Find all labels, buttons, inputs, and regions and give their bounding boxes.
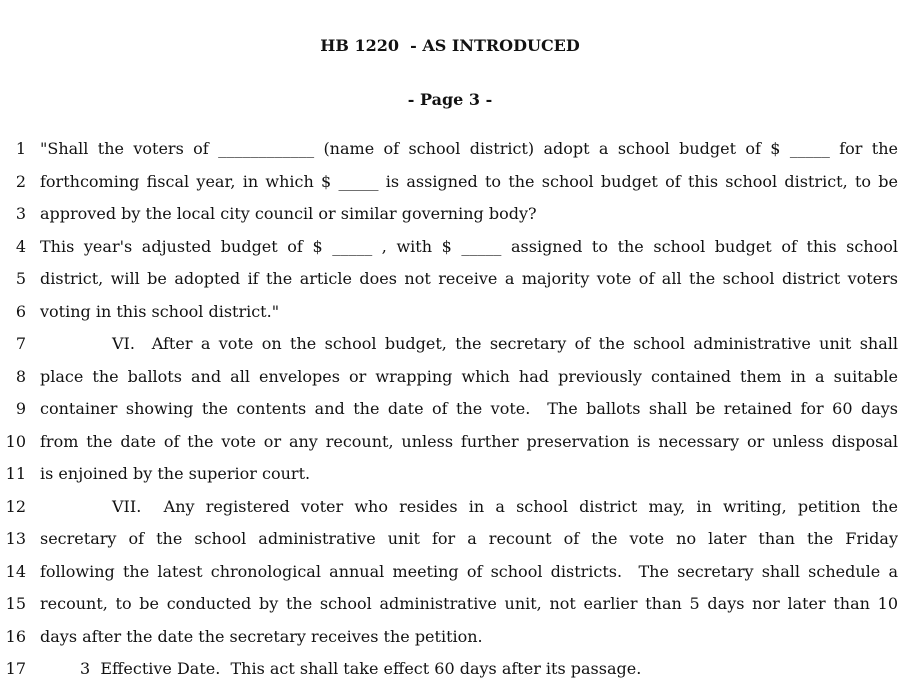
line-row [0,458,900,491]
line-text: forthcoming fiscal year, in which $ _____ is assigned to the school budget of this school district, to be [40,171,898,191]
line-number: 5 [15,269,26,288]
line-text: VI. After a vote on the school budget, the secretary of the school administrative unit shall [112,334,898,353]
line-text: This year's adjusted budget of $ _____ , with $ _____ assigned to the school budget of this school [40,236,898,256]
line-row [0,393,900,426]
line-number: 17 [5,659,26,678]
line-text: district, will be adopted if the article does not receive a majority vote of all the school district voters [40,269,898,288]
line-text: from the date of the vote or any recount, unless further preservation is necessary or unless disposal [40,431,898,451]
line-text: secretary of the school administrative unit for a recount of the vote no later than the Friday [40,529,898,548]
line-row [0,231,900,264]
line-row [0,426,900,459]
line-row [0,198,900,231]
line-text: place the ballots and all envelopes or wrapping which had previously contained them in a suitable [40,366,898,386]
line-row [0,328,900,361]
line-row [0,361,900,394]
line-row [0,588,900,621]
line-row [0,653,900,686]
line-text: 3 Effective Date. This act shall take effect 60 days after its passage. [80,659,642,678]
line-text: days after the date the secretary receives the petition. [40,626,483,646]
line-number: 8 [15,366,26,386]
line-text: approved by the local city council or similar governing body? [40,204,537,223]
line-number: 14 [5,561,26,581]
line-text: is enjoined by the superior court. [40,464,311,483]
line-row [0,133,900,166]
line-row [0,491,900,524]
line-text: VII. Any registered voter who resides in a school district may, in writing, petition the [112,496,898,516]
line-number: 11 [5,464,26,483]
line-row [0,296,900,329]
line-number: 13 [5,529,26,548]
line-number: 4 [15,236,26,256]
line-text: recount, to be conducted by the school administrative unit, not earlier than 5 days nor later than 10 [40,594,898,613]
line-number: 7 [15,334,26,353]
line-number: 16 [5,626,26,646]
page-number-label: - Page 3 - [407,90,493,109]
line-number: 1 [15,139,26,158]
line-text: "Shall the voters of ____________ (name of school district) adopt a school budget of $ _____ for the [40,139,898,158]
line-number: 6 [15,301,26,321]
line-number: 10 [5,431,26,451]
line-number: 2 [15,171,26,191]
line-text: container showing the contents and the date of the vote. The ballots shall be retained for 60 days [40,399,898,418]
line-row [0,263,900,296]
line-number: 3 [15,204,26,223]
line-text: voting in this school district." [40,301,280,321]
document-header [0,0,900,127]
line-row [0,523,900,556]
line-row [0,166,900,199]
line-row [0,556,900,589]
document-body [0,133,900,686]
line-number: 15 [5,594,26,613]
bill-title: HB 1220 - AS INTRODUCED [320,36,580,55]
line-number: 12 [5,496,26,516]
line-row [0,621,900,654]
line-number: 9 [15,399,26,418]
line-text: following the latest chronological annual meeting of school districts. The secretary shall schedule a [40,561,898,581]
